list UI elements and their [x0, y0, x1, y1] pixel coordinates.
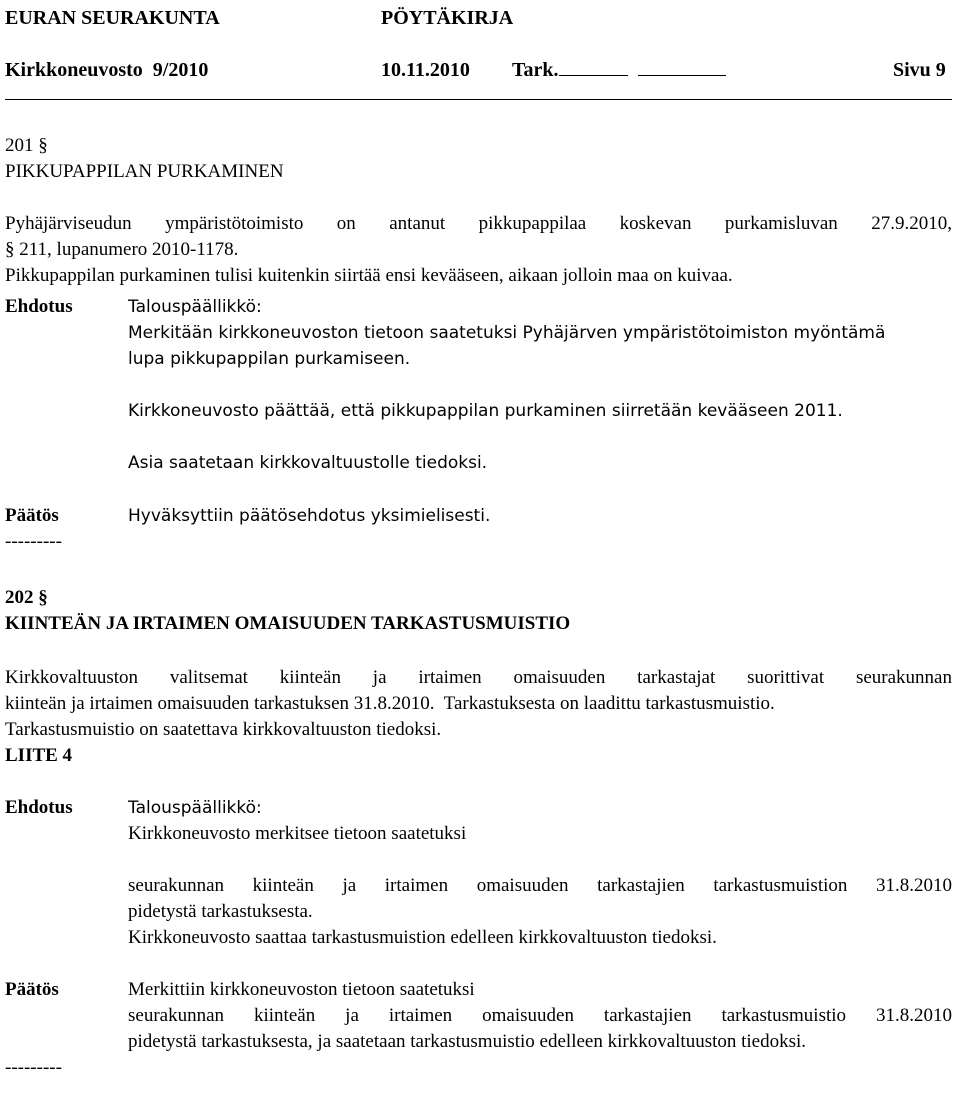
section-202-attachment: LIITE 4	[5, 745, 73, 766]
section-202-intro-line-3: Tarkastusmuistio on saatettava kirkkovaltuuston tiedoksi.	[5, 719, 442, 740]
section-202-decision-line-2: seurakunnan kiinteän ja irtaimen omaisuuden tarkastajien tarkastusmuistio 31.8.2010	[128, 1005, 952, 1026]
section-201-intro-line-2: § 211, lupanumero 2010-1178.	[5, 239, 239, 260]
section-201-number: 201 §	[5, 135, 48, 156]
section-202-decision-line-3: pidetystä tarkastuksesta, ja saatetaan tarkastusmuistio edelleen kirkkovaltuuston tiedoksi.	[128, 1031, 807, 1052]
meeting-date: 10.11.2010	[381, 59, 470, 81]
section-201-title: PIKKUPAPPILAN PURKAMINEN	[5, 161, 284, 182]
section-201-proposal-line-2: lupa pikkupappilan purkamiseen.	[128, 349, 411, 369]
section-202-separator: ---------	[5, 1057, 62, 1078]
section-201-proposer: Talouspäällikkö:	[128, 297, 262, 317]
section-202-title: KIINTEÄN JA IRTAIMEN OMAISUUDEN TARKASTUSMUISTIO	[5, 613, 571, 634]
section-201-proposal-line-1: Merkitään kirkkoneuvoston tietoon saatetuksi Pyhäjärven ympäristötoimiston myöntämä	[128, 323, 886, 343]
section-202-number: 202 §	[5, 587, 48, 608]
checked-label: Tark.	[512, 57, 726, 83]
org-name: EURAN SEURAKUNTA	[5, 7, 220, 29]
signature-line-2	[638, 57, 726, 76]
signature-line-1	[559, 57, 628, 76]
section-202-intro-line-1: Kirkkovaltuuston valitsemat kiinteän ja irtaimen omaisuuden tarkastajat suorittivat seurakunnan	[5, 667, 952, 688]
section-201-proposal-line-4: Asia saatetaan kirkkovaltuustolle tiedoksi.	[128, 453, 488, 473]
section-201-decision-label: Päätös	[5, 505, 59, 526]
section-201-proposal-label: Ehdotus	[5, 296, 73, 317]
document-type: PÖYTÄKIRJA	[381, 7, 514, 29]
meeting-number: Kirkkoneuvosto 9/2010	[5, 59, 209, 81]
section-202-intro-line-2: kiinteän ja irtaimen omaisuuden tarkastuksen 31.8.2010. Tarkastuksesta on laadittu tarkastusmuistio.	[5, 693, 775, 714]
section-202-proposal-line-3: pidetystä tarkastuksesta.	[128, 901, 313, 922]
header-rule	[5, 99, 952, 100]
section-201-intro-line-1: Pyhäjärviseudun ympäristötoimisto on antanut pikkupappilaa koskevan purkamisluvan 27.9.2010,	[5, 213, 952, 234]
section-202-proposal-line-2: seurakunnan kiinteän ja irtaimen omaisuuden tarkastajien tarkastusmuistion 31.8.2010	[128, 875, 952, 896]
section-202-proposer: Talouspäällikkö:	[128, 798, 262, 818]
section-201-separator: ---------	[5, 531, 62, 552]
section-201-proposal-line-3: Kirkkoneuvosto päättää, että pikkupappilan purkaminen siirretään kevääseen 2011.	[128, 401, 843, 421]
section-202-decision-label: Päätös	[5, 979, 59, 1000]
section-202-decision-line-1: Merkittiin kirkkoneuvoston tietoon saatetuksi	[128, 979, 475, 1000]
page-number: Sivu 9	[893, 59, 946, 81]
section-201-decision-text: Hyväksyttiin päätösehdotus yksimielisesti.	[128, 506, 491, 526]
section-202-proposal-line-4: Kirkkoneuvosto saattaa tarkastusmuistion edelleen kirkkovaltuuston tiedoksi.	[128, 927, 717, 948]
section-202-proposal-line-1: Kirkkoneuvosto merkitsee tietoon saatetuksi	[128, 823, 467, 844]
section-201-intro-line-3: Pikkupappilan purkaminen tulisi kuitenkin siirtää ensi kevääseen, aikaan jolloin maa on kuivaa.	[5, 265, 733, 286]
section-202-proposal-label: Ehdotus	[5, 797, 73, 818]
